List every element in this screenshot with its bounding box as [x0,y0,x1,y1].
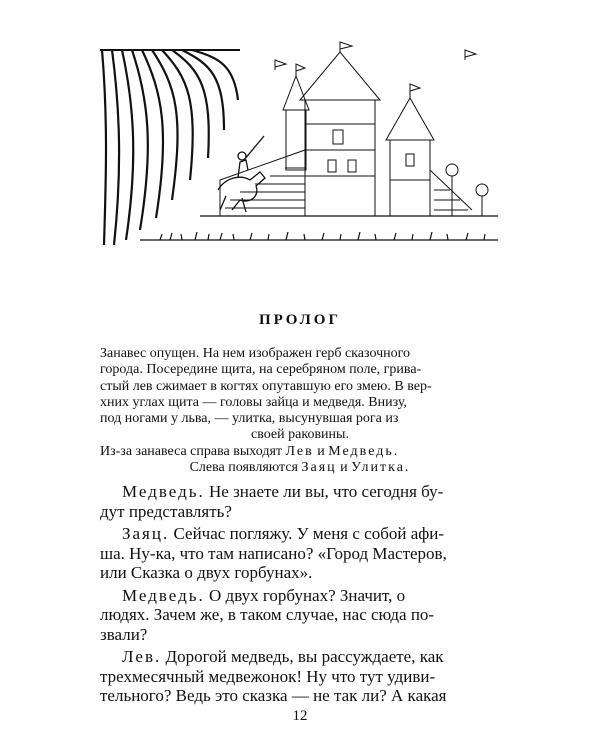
dialogue-line [100,647,500,667]
castle-wall-left [220,150,305,216]
stage-direction [100,346,500,476]
page-number: 12 [292,708,308,724]
chapter-title: ПРОЛОГ [258,312,342,328]
dialogue-line: дут представлять? [100,501,232,521]
speech-text: Сейчас погляжу. У меня с собой афи- [169,524,445,543]
speech-text: Дорогой медведь, вы рассуждаете, как [161,647,444,666]
dialogue-line: людях. Зачем же, в таком случае, нас сюда по- [100,605,435,624]
flag-left [275,60,286,70]
stage-text: Из-за занавеса справа выходят [100,443,286,459]
grass [140,216,498,240]
stage-text: и [313,443,329,459]
dialogue-line [100,482,500,502]
character-snail: Улитка. [351,460,411,476]
speaker-hare: Заяц. [122,524,170,543]
stage-line: своей раковины. [251,427,349,443]
character-hare: Заяц [301,460,337,476]
speech-text: О двух горбунах? Значит, о [204,585,406,605]
stage-line: стый лев сжимает в когтях опутавшую его змею. В вер- [100,378,432,394]
dialogue [100,482,500,706]
dialogue-line: ша. Ну-ка, что там написано? «Город Мастеров, [100,543,447,563]
speaker-lion: Лев. [122,647,162,666]
speaker-bear: Медведь. [122,482,205,501]
character-bear: Медведь. [328,443,400,459]
stage-line: Занавес опущен. На нем изображен герб сказочного [100,346,411,361]
stage-text: и [336,460,352,476]
central-tower [300,42,380,216]
stage-line: под ногами у льва, — улитка, высунувшая рога из [100,411,399,427]
right-tower [386,84,434,216]
stage-line: города. Посередине щита, на серебряном поле, грива- [100,362,422,378]
castle-wall-right [430,170,472,216]
dialogue-line: звали? [100,624,148,644]
speaker-bear: Медведь. [122,585,205,605]
castle-curtain-illustration [100,40,498,250]
dialogue-line: тельного? Ведь это сказка — не так ли? А какая [100,686,447,705]
dialogue-line: трехмесячный медвежонок! Ну что тут удиви- [100,666,436,686]
stage-line: хних углах щита — головы зайца и медведя. Внизу, [100,394,407,410]
trees [446,164,488,216]
speech-text: Не знаете ли вы, что сегодня бу- [204,482,444,501]
character-lion: Лев [285,443,314,459]
dialogue-line: или Сказка о двух горбунах». [100,563,313,582]
stage-line [100,444,500,460]
stage-text: Слева появляются [189,460,302,476]
stage-line [100,460,500,476]
dialogue-line [100,586,500,606]
flag-right [465,50,476,60]
knight-on-horse [218,136,265,212]
dialogue-line [100,524,500,544]
